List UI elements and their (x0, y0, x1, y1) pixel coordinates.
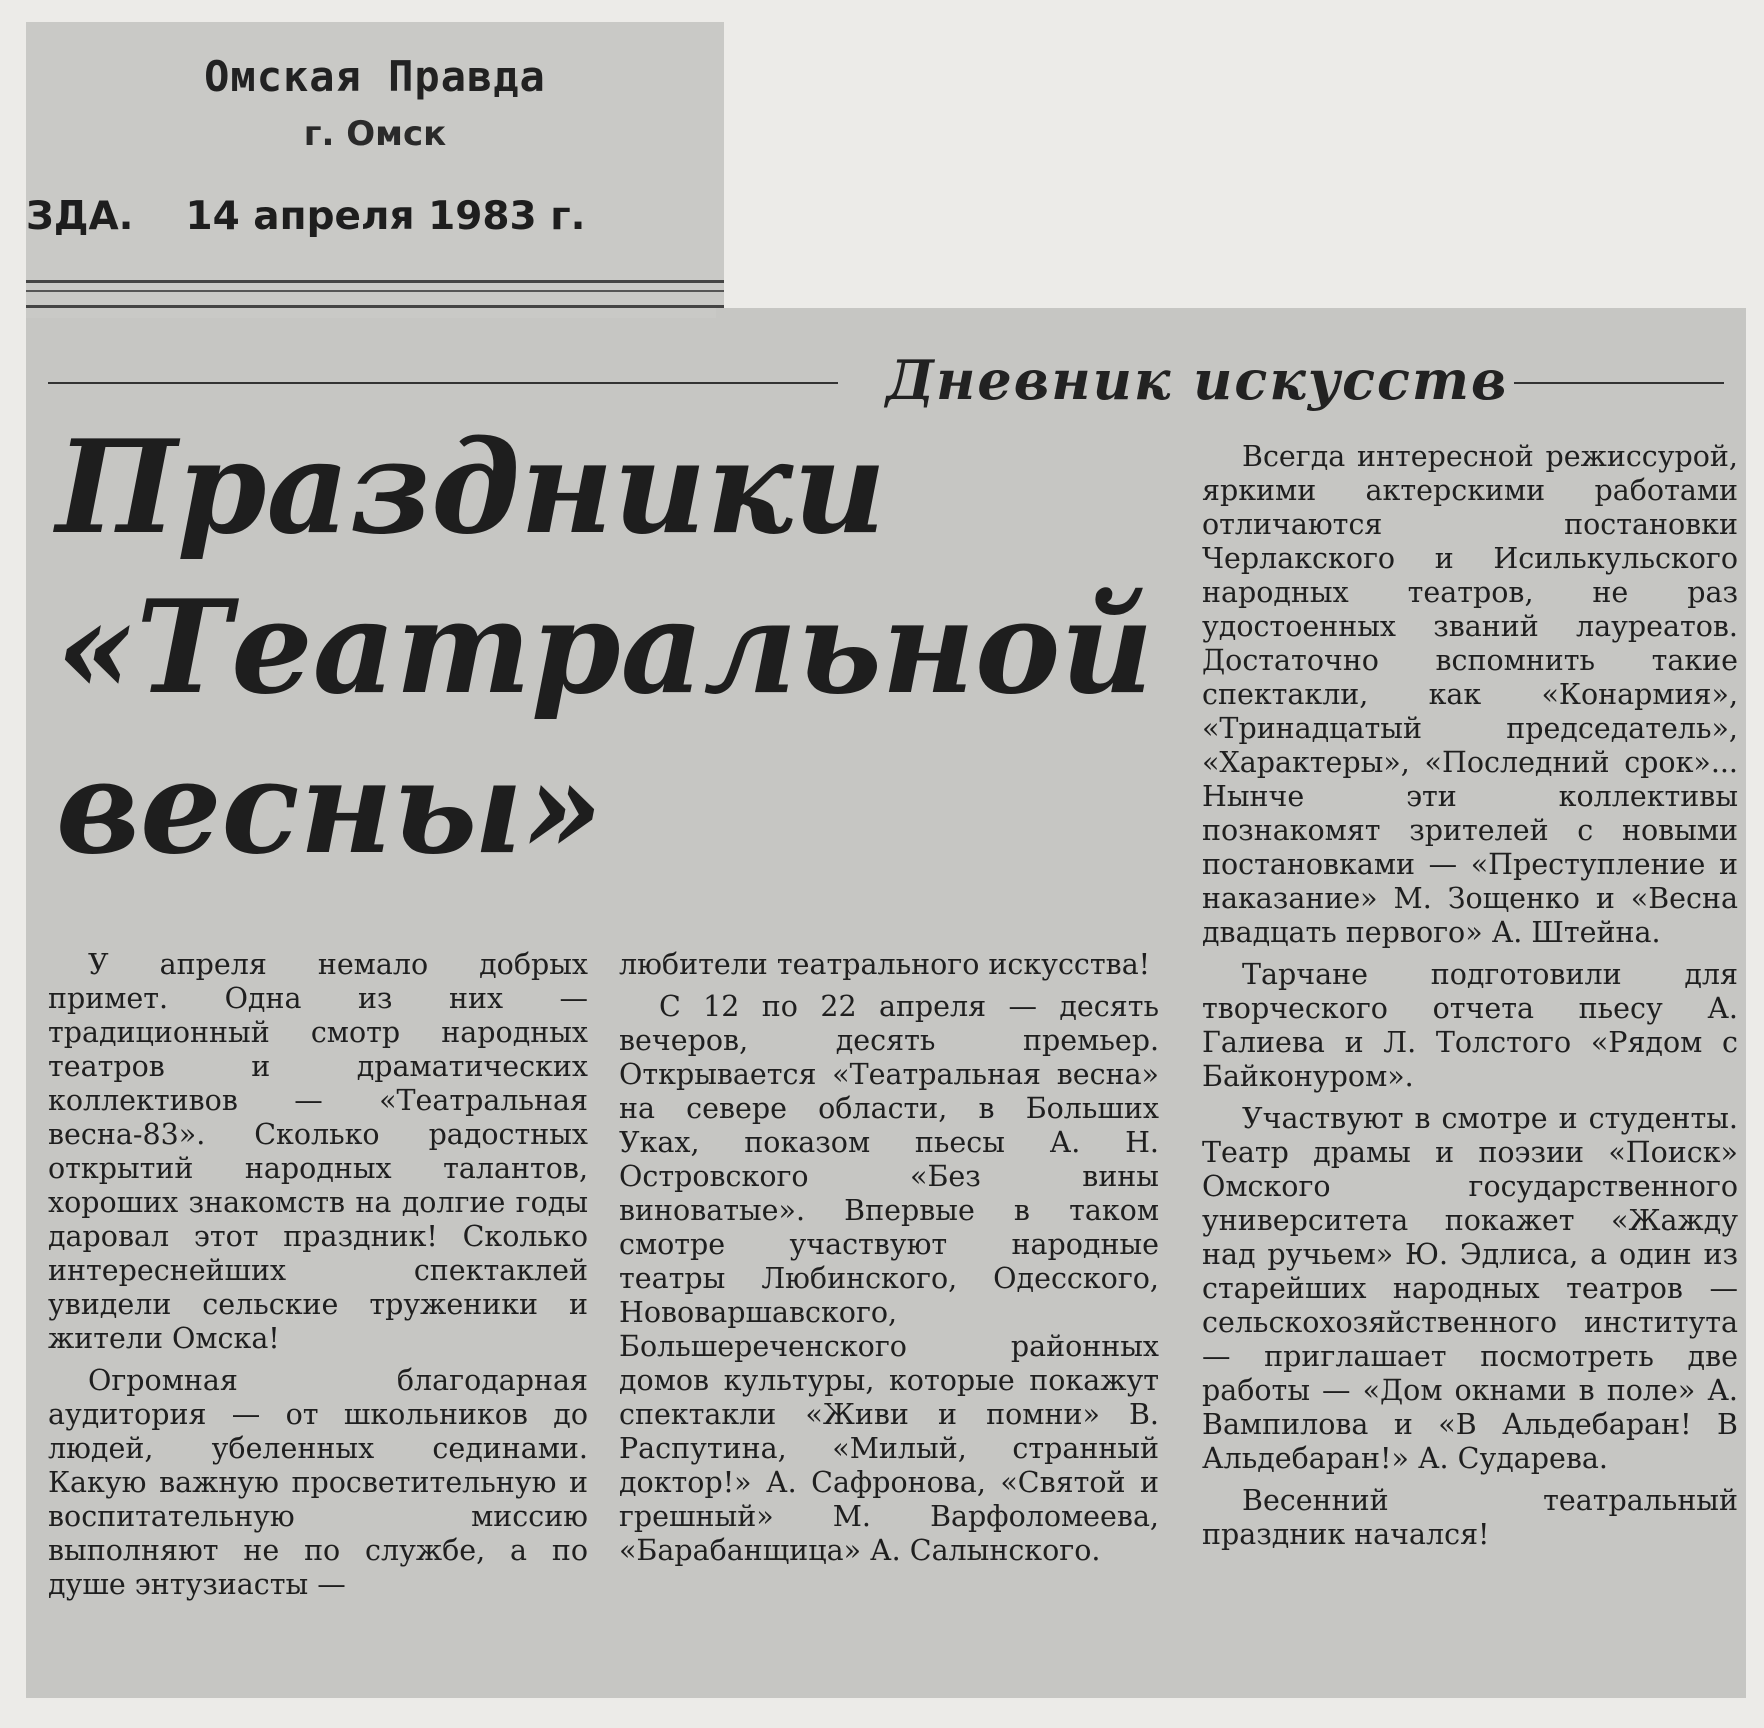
issue-date: 14 апреля 1983 г. (185, 194, 586, 239)
article-column-2 (619, 948, 1159, 1568)
paragraph: Огромная благодарная аудитория — от школьников до людей, убеленных сединами. Какую важную просветительную и воспитательную миссию выполняют не по службе, а по душе энтузиасты — (48, 1364, 588, 1601)
masthead-name-fragment: ЗДА. (26, 194, 134, 239)
paragraph: С 12 по 22 апреля — десять вечеров, десять премьер. Открывается «Театральная весна» на севере области, в Больших Уках, показом пьесы А. Н. Островского «Без вины виноватые». Впервые в таком смотре участвуют народные театры Любинского, Одесского, Нововаршавского, Большереченского районных домов культуры, которые покажут спектакли «Живи и помни» В. Распутина, «Милый, странный доктор!» А. Сафронова, «Святой и грешный» М. Варфоломеева, «Барабанщица» А. Салынского. (619, 990, 1159, 1567)
article-clipping (26, 318, 1746, 1698)
newspaper-city: г. Омск (303, 114, 447, 154)
article-headline (56, 408, 1154, 888)
rubric-rule-right (1514, 382, 1724, 384)
newspaper-name: Омская Правда (204, 52, 546, 101)
headline-line: Праздники (56, 413, 887, 563)
rubric-rule-left (48, 382, 838, 384)
headline-line: «Театральной (56, 573, 1154, 723)
section-rubric: Дневник искусств (886, 348, 1509, 412)
issue-date-line (26, 194, 585, 239)
masthead-rule (26, 280, 724, 308)
paragraph: Всегда интересной режиссурой, яркими актерскими работами отличаются постановки Черлакского и Исилькульского народных театров, не раз удостоенных званий лауреатов. Достаточно вспомнить такие спектакли, как «Конармия», «Тринадцатый председатель», «Характеры», «Последний срок»... Нынче эти коллективы познакомят зрителей с новыми постановками — «Преступление и наказание» М. Зощенко и «Весна двадцать первого» А. Штейна. (1202, 440, 1738, 949)
paragraph: Тарчане подготовили для творческого отчета пьесу А. Галиева и Л. Толстого «Рядом с Байконуром». (1202, 958, 1738, 1093)
paragraph: Весенний театральный праздник начался! (1202, 1484, 1738, 1551)
paragraph: любители театрального искусства! (619, 948, 1151, 981)
masthead-clipping (26, 22, 724, 322)
paragraph: Участвуют в смотре и студенты. Театр драмы и поэзии «Поиск» Омского государственного университета покажет «Жажду над ручьем» Ю. Эдлиса, а один из старейших народных театров — сельскохозяйственного института — приглашает посмотреть две работы — «Дом окнами в поле» А. Вампилова и «В Альдебаран! В Альдебаран!» А. Сударева. (1202, 1102, 1738, 1475)
article-column-3 (1202, 440, 1738, 1552)
paragraph: У апреля немало добрых примет. Одна из них — традиционный смотр народных театров и драматических коллективов — «Театральная весна-83». Сколько радостных открытий народных талантов, хороших знакомств на долгие годы даровал этот праздник! Сколько интереснейших спектаклей увидели сельские труженики и жители Омска! (48, 948, 588, 1355)
headline-line: весны» (56, 733, 603, 883)
article-column-1 (48, 948, 588, 1602)
